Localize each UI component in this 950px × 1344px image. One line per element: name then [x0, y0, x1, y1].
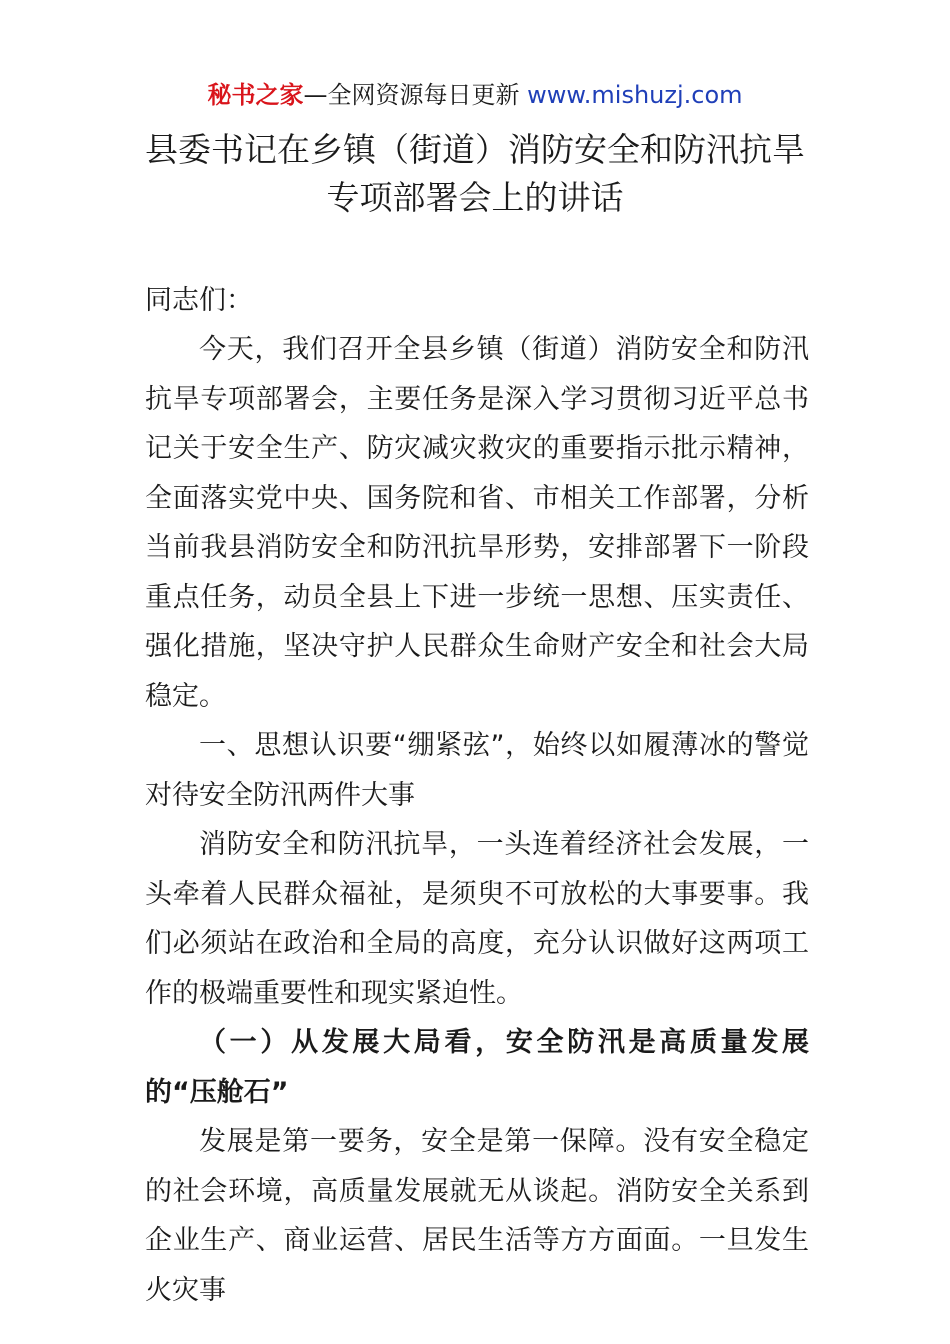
document-title-line-2: 专项部署会上的讲话	[326, 178, 624, 217]
paragraph-intro: 今天，我们召开全县乡镇（街道）消防安全和防汛抗旱专项部署会，主要任务是深入学习贯彻习近平总书记关于安全生产、防灾减灾救灾的重要指示批示精神，全面落实党中央、国务院和省、市相关工作部署，分析当前我县消防安全和防汛抗旱形势，安排部署下一阶段重点任务，动员全县上下进一步统一思想、压实责任、强化措施，坚决守护人民群众生命财产安全和社会大局稳定。	[145, 334, 809, 712]
section-heading-1: 一、思想认识要“绷紧弦”，始终以如履薄冰的警觉对待安全防汛两件大事	[145, 730, 809, 811]
site-header	[0, 78, 950, 112]
site-url[interactable]: www.mishuzj.com	[527, 81, 743, 109]
paragraph-subsection-1: 发展是第一要务，安全是第一保障。没有安全稳定的社会环境，高质量发展就无从谈起。消防安全关系到企业生产、商业运营、居民生活等方方面面。一旦发生火灾事	[145, 1126, 809, 1306]
document-title-line-1: 县委书记在乡镇（街道）消防安全和防汛抗旱	[145, 130, 805, 169]
paragraph-section-1: 消防安全和防汛抗旱，一头连着经济社会发展，一头牵着人民群众福祉，是须臾不可放松的大事要事。我们必须站在政治和全局的高度，充分认识做好这两项工作的极端重要性和现实紧迫性。	[145, 829, 809, 1009]
site-brand: 秘书之家	[207, 81, 304, 109]
subsection-heading-1: （一）从发展大局看，安全防汛是高质量发展的“压舱石”	[145, 1027, 809, 1108]
document-body	[145, 325, 809, 1315]
site-tagline: —全网资源每日更新	[303, 81, 528, 109]
greeting: 同志们：	[145, 285, 253, 316]
